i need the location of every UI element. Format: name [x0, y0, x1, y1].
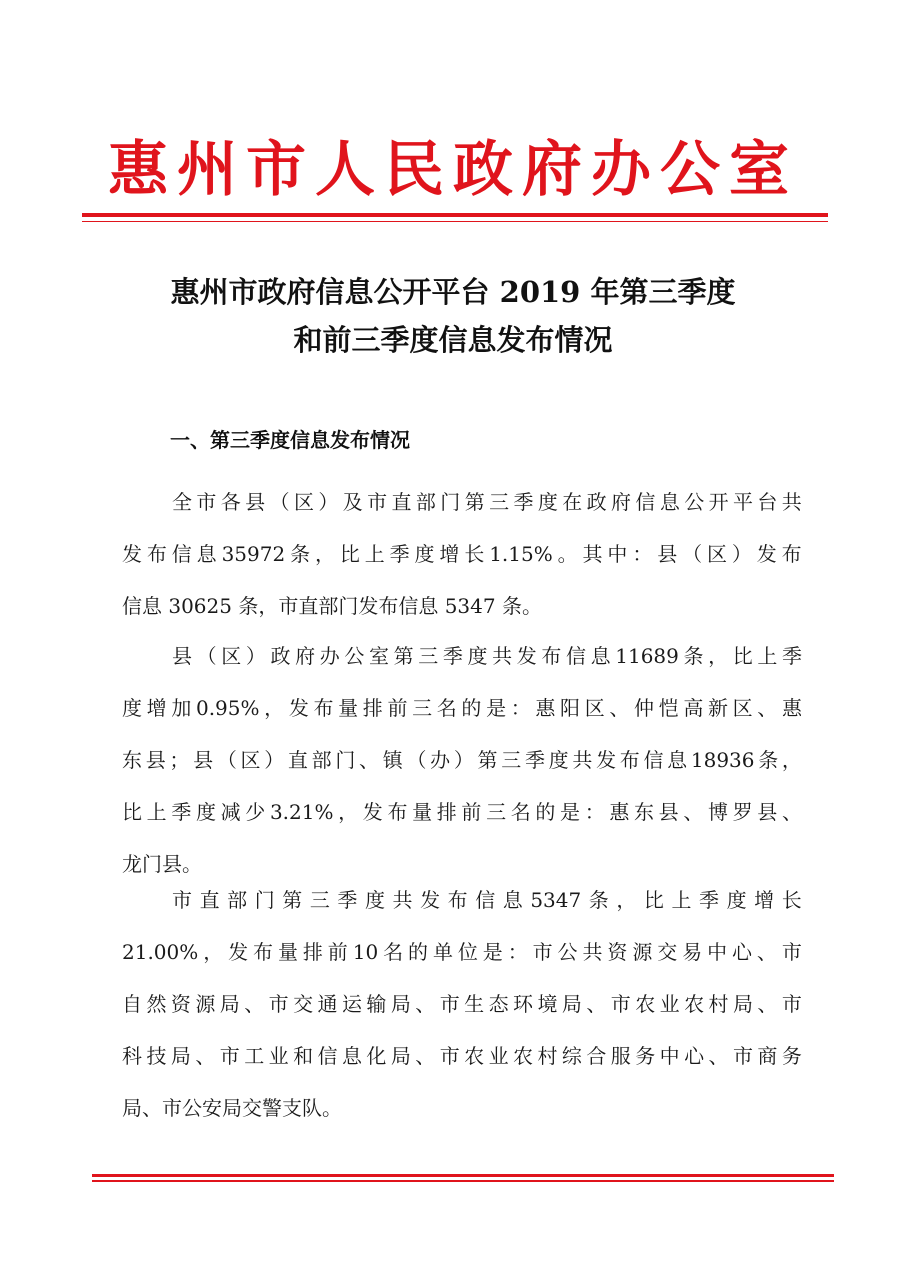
text-glyph: 部: [311, 748, 332, 772]
text-glyph: ）: [264, 748, 285, 772]
text-glyph: 布: [541, 644, 562, 668]
text-glyph: 台: [757, 490, 778, 514]
text-glyph: 市: [732, 1044, 753, 1068]
text-glyph: 市: [172, 888, 192, 912]
text-glyph: 季: [389, 542, 410, 566]
text-glyph: 度: [195, 800, 216, 824]
text-glyph: 东: [634, 800, 655, 824]
text-glyph: 0.95%: [195, 696, 260, 720]
text-glyph: 、: [757, 992, 778, 1016]
text-glyph: 局: [170, 1044, 191, 1068]
text-glyph: 和: [293, 1044, 314, 1068]
paragraph-line: [122, 874, 802, 926]
text-glyph: 三: [486, 800, 507, 824]
text-glyph: 是: [486, 696, 507, 720]
text-glyph: 全: [172, 490, 192, 514]
text-glyph: ，: [203, 940, 224, 964]
text-glyph: 布: [146, 542, 167, 566]
text-glyph: 工: [244, 1044, 265, 1068]
text-glyph: 市: [532, 940, 553, 964]
text-glyph: 市: [268, 992, 289, 1016]
text-glyph: 三: [412, 696, 433, 720]
text-glyph: 输: [366, 992, 387, 1016]
text-glyph: 技: [146, 1044, 167, 1068]
text-glyph: ，: [781, 748, 802, 772]
text-glyph: 布: [781, 542, 802, 566]
text-glyph: 共: [781, 490, 802, 514]
text-glyph: 是: [482, 940, 503, 964]
text-glyph: 村: [537, 1044, 558, 1068]
text-glyph: 三: [501, 748, 522, 772]
text-glyph: 合: [586, 1044, 607, 1068]
paragraph-line: 局、市公安局交警支队。: [122, 1096, 342, 1120]
text-glyph: 布: [447, 888, 468, 912]
text-glyph: ，: [264, 696, 285, 720]
text-glyph: 度: [467, 644, 488, 668]
paragraph-line: [122, 926, 802, 978]
document-title-line-2: 和前三季度信息发布情况: [293, 323, 613, 357]
document-title: [60, 268, 846, 364]
text-glyph: 在: [562, 490, 583, 514]
text-glyph: 三: [418, 644, 439, 668]
text-glyph: ，: [338, 800, 359, 824]
text-glyph: 发: [516, 644, 537, 668]
text-glyph: 、: [586, 992, 607, 1016]
text-glyph: 季: [513, 490, 534, 514]
text-glyph: 源: [632, 940, 653, 964]
text-glyph: 县: [245, 490, 266, 514]
text-glyph: 境: [537, 992, 558, 1016]
text-glyph: 第: [464, 490, 485, 514]
text-glyph: 恺: [658, 696, 679, 720]
text-glyph: 布: [387, 800, 408, 824]
text-glyph: ：: [507, 940, 528, 964]
text-glyph: 发: [596, 748, 617, 772]
text-glyph: 资: [607, 940, 628, 964]
paragraph-line: 龙门县。: [122, 852, 202, 876]
paragraph-3: [122, 874, 802, 1134]
text-glyph: 布: [253, 940, 274, 964]
text-glyph: 排: [436, 800, 457, 824]
text-glyph: 交: [293, 992, 314, 1016]
text-glyph: 罗: [732, 800, 753, 824]
paragraph-line: [122, 476, 802, 528]
footer-rule-thin: [92, 1180, 834, 1182]
text-glyph: 、: [683, 800, 704, 824]
text-glyph: 息: [502, 888, 523, 912]
text-glyph: 局: [390, 1044, 411, 1068]
text-glyph: 35972: [221, 542, 286, 566]
text-glyph: 条: [683, 644, 704, 668]
text-glyph: 量: [277, 940, 298, 964]
text-glyph: 市: [219, 1044, 240, 1068]
text-glyph: ，: [616, 888, 637, 912]
text-glyph: 中: [607, 542, 628, 566]
text-glyph: 第: [282, 888, 303, 912]
text-glyph: 量: [338, 696, 359, 720]
text-glyph: 名: [510, 800, 531, 824]
text-glyph: 信: [317, 1044, 338, 1068]
text-glyph: 、: [359, 748, 380, 772]
text-glyph: 、: [756, 940, 777, 964]
text-glyph: 。: [557, 542, 578, 566]
text-glyph: 门: [440, 490, 461, 514]
text-glyph: 惠: [535, 696, 556, 720]
text-glyph: 度: [364, 888, 385, 912]
text-glyph: 的: [535, 800, 556, 824]
text-glyph: 布: [619, 748, 640, 772]
text-glyph: 共: [582, 940, 603, 964]
text-glyph: 政: [270, 644, 291, 668]
text-glyph: 易: [682, 940, 703, 964]
text-glyph: 季: [782, 644, 802, 668]
text-glyph: 发: [228, 940, 249, 964]
text-glyph: 少: [245, 800, 266, 824]
text-glyph: 生: [464, 992, 485, 1016]
text-glyph: 度: [414, 542, 435, 566]
text-glyph: 季: [442, 644, 463, 668]
text-glyph: 是: [560, 800, 581, 824]
text-glyph: 共: [392, 888, 413, 912]
text-glyph: 发: [420, 888, 441, 912]
text-glyph: 环: [513, 992, 533, 1016]
text-glyph: 前: [327, 940, 348, 964]
footer-rule-thick: [92, 1174, 834, 1177]
text-glyph: 信: [475, 888, 496, 912]
text-glyph: 区: [293, 490, 314, 514]
paragraph-line: [122, 978, 802, 1030]
text-glyph: 区: [240, 748, 261, 772]
text-glyph: 农: [513, 1044, 533, 1068]
text-glyph: 仲: [634, 696, 655, 720]
text-glyph: 县: [658, 800, 679, 824]
text-glyph: 务: [635, 1044, 656, 1068]
text-glyph: 位: [457, 940, 478, 964]
text-glyph: 资: [170, 992, 191, 1016]
text-glyph: 局: [732, 992, 753, 1016]
text-glyph: 信: [643, 748, 664, 772]
text-glyph: 排: [302, 940, 323, 964]
text-glyph: 务: [781, 1044, 802, 1068]
text-glyph: 府: [295, 644, 316, 668]
text-glyph: 各: [220, 490, 241, 514]
text-glyph: ：: [510, 696, 531, 720]
text-glyph: 信: [566, 644, 586, 668]
text-glyph: 县: [193, 748, 214, 772]
text-glyph: 、: [757, 696, 778, 720]
text-glyph: 直: [391, 490, 412, 514]
text-glyph: 农: [684, 992, 705, 1016]
text-glyph: ）: [453, 748, 474, 772]
text-glyph: 服: [610, 1044, 631, 1068]
text-glyph: （: [269, 490, 290, 514]
text-glyph: 部: [415, 490, 436, 514]
text-glyph: 增: [439, 542, 460, 566]
masthead-rule-thin: [82, 221, 828, 222]
text-glyph: 发: [122, 542, 142, 566]
text-glyph: 业: [659, 992, 680, 1016]
text-glyph: 开: [708, 490, 729, 514]
text-glyph: 商: [757, 1044, 778, 1068]
text-glyph: 村: [708, 992, 729, 1016]
text-glyph: 县: [145, 748, 166, 772]
text-glyph: 信: [171, 542, 192, 566]
text-glyph: 增: [146, 696, 167, 720]
text-glyph: ，: [708, 644, 729, 668]
paragraph-line: [122, 528, 802, 580]
text-glyph: ）: [318, 490, 339, 514]
text-glyph: 局: [390, 992, 411, 1016]
text-glyph: 其: [582, 542, 603, 566]
text-glyph: 条: [290, 542, 311, 566]
text-glyph: 市: [196, 490, 217, 514]
text-glyph: ：: [584, 800, 605, 824]
text-glyph: 布: [313, 696, 334, 720]
paragraph-line: [122, 682, 802, 734]
text-glyph: 然: [146, 992, 167, 1016]
text-glyph: 息: [667, 748, 688, 772]
text-glyph: 、: [195, 1044, 216, 1068]
text-glyph: 上: [757, 644, 778, 668]
text-glyph: 、: [781, 800, 802, 824]
text-glyph: 新: [707, 696, 728, 720]
text-glyph: 市: [781, 940, 802, 964]
text-glyph: 18936: [690, 748, 755, 772]
text-glyph: 农: [464, 1044, 485, 1068]
text-glyph: （: [216, 748, 237, 772]
text-glyph: 、: [415, 992, 436, 1016]
text-glyph: 市: [781, 992, 802, 1016]
text-glyph: 区: [221, 644, 242, 668]
paragraph-line: [122, 734, 802, 786]
text-glyph: 的: [461, 696, 482, 720]
text-glyph: 发: [288, 696, 309, 720]
text-glyph: 1.15%: [489, 542, 553, 566]
text-glyph: ，: [314, 542, 335, 566]
text-glyph: 市: [439, 1044, 460, 1068]
text-glyph: 减: [220, 800, 241, 824]
text-glyph: 运: [341, 992, 362, 1016]
text-glyph: 中: [707, 940, 728, 964]
text-glyph: 办: [430, 748, 451, 772]
text-glyph: ）: [245, 644, 266, 668]
text-glyph: 季: [699, 888, 720, 912]
text-glyph: 市: [367, 490, 388, 514]
text-glyph: 上: [146, 800, 167, 824]
text-glyph: 、: [244, 992, 265, 1016]
text-glyph: 季: [524, 748, 545, 772]
text-glyph: 市: [610, 992, 631, 1016]
text-glyph: 上: [671, 888, 692, 912]
text-glyph: 共: [572, 748, 593, 772]
masthead-title: 惠州市人民政府办公室: [108, 135, 798, 205]
text-glyph: 息: [590, 644, 611, 668]
text-glyph: 部: [227, 888, 248, 912]
text-glyph: 名: [436, 696, 457, 720]
text-glyph: 区: [706, 542, 727, 566]
paragraph-line: 信息 30625 条，市直部门发布信息 5347 条。: [122, 594, 542, 618]
text-glyph: 心: [684, 1044, 705, 1068]
text-glyph: 第: [477, 748, 498, 772]
text-glyph: 县: [657, 542, 678, 566]
text-glyph: 发: [756, 542, 777, 566]
text-glyph: 信: [635, 490, 656, 514]
paragraph-line: [122, 786, 802, 838]
masthead-rule-thick: [82, 213, 828, 217]
text-glyph: 政: [586, 490, 607, 514]
text-glyph: 长: [464, 542, 485, 566]
paragraph-line: [122, 630, 802, 682]
text-glyph: 公: [344, 644, 365, 668]
text-glyph: 直: [287, 748, 308, 772]
text-glyph: 的: [408, 940, 429, 964]
text-glyph: 区: [732, 696, 753, 720]
text-glyph: ；: [169, 748, 190, 772]
text-glyph: 比: [339, 542, 360, 566]
text-glyph: 公: [557, 940, 578, 964]
text-glyph: 比: [732, 644, 753, 668]
text-glyph: 惠: [609, 800, 630, 824]
paragraph-1: [122, 476, 802, 632]
text-glyph: 加: [171, 696, 192, 720]
text-glyph: 比: [122, 800, 142, 824]
text-glyph: 高: [683, 696, 704, 720]
text-glyph: 长: [781, 888, 802, 912]
text-glyph: 农: [635, 992, 656, 1016]
text-glyph: 市: [439, 992, 460, 1016]
text-glyph: 前: [387, 696, 408, 720]
text-glyph: 5347: [530, 888, 582, 912]
text-glyph: 条: [588, 888, 609, 912]
text-glyph: 心: [732, 940, 752, 964]
text-glyph: 门: [254, 888, 275, 912]
text-glyph: 公: [684, 490, 705, 514]
text-glyph: 3.21%: [269, 800, 334, 824]
text-glyph: 季: [171, 800, 192, 824]
text-glyph: （: [406, 748, 427, 772]
document-title-line-1: 惠州市政府信息公开平台 2019 年第三季度: [170, 275, 736, 309]
text-glyph: 局: [219, 992, 240, 1016]
text-glyph: 化: [366, 1044, 387, 1068]
text-glyph: 10: [352, 940, 379, 964]
text-glyph: 阳: [560, 696, 581, 720]
text-glyph: 惠: [781, 696, 802, 720]
text-glyph: 排: [362, 696, 383, 720]
text-glyph: 度: [537, 490, 558, 514]
text-glyph: （: [196, 644, 217, 668]
text-glyph: 局: [561, 992, 582, 1016]
text-glyph: 室: [369, 644, 389, 668]
text-glyph: 息: [341, 1044, 362, 1068]
section-heading: 一、第三季度信息发布情况: [170, 428, 410, 452]
text-glyph: 11689: [615, 644, 679, 668]
text-glyph: 业: [268, 1044, 289, 1068]
paragraph-2: [122, 630, 802, 890]
text-glyph: 单: [432, 940, 453, 964]
text-glyph: 、: [708, 1044, 729, 1068]
text-glyph: 博: [707, 800, 728, 824]
text-glyph: 态: [488, 992, 509, 1016]
text-glyph: 中: [659, 1044, 680, 1068]
text-glyph: 综: [561, 1044, 582, 1068]
text-glyph: 条: [758, 748, 779, 772]
paragraph-line: [122, 1030, 802, 1082]
text-glyph: 直: [199, 888, 220, 912]
text-glyph: 交: [657, 940, 678, 964]
text-glyph: 息: [659, 490, 680, 514]
text-glyph: 源: [195, 992, 216, 1016]
text-glyph: 季: [337, 888, 358, 912]
text-glyph: 办: [319, 644, 340, 668]
text-glyph: 度: [122, 696, 142, 720]
text-glyph: 共: [492, 644, 513, 668]
text-glyph: 自: [122, 992, 142, 1016]
text-glyph: 发: [362, 800, 383, 824]
text-glyph: 21.00%: [122, 940, 199, 964]
text-glyph: 镇: [382, 748, 403, 772]
text-glyph: 三: [309, 888, 330, 912]
text-glyph: 县: [757, 800, 778, 824]
text-glyph: 前: [461, 800, 482, 824]
text-glyph: 及: [342, 490, 363, 514]
text-glyph: ：: [632, 542, 653, 566]
text-glyph: 上: [364, 542, 385, 566]
text-glyph: 三: [489, 490, 510, 514]
text-glyph: 息: [196, 542, 217, 566]
text-glyph: 度: [548, 748, 569, 772]
text-glyph: 平: [732, 490, 753, 514]
text-glyph: 通: [317, 992, 338, 1016]
text-glyph: 比: [643, 888, 664, 912]
text-glyph: 门: [335, 748, 356, 772]
text-glyph: 科: [122, 1044, 142, 1068]
text-glyph: 增: [754, 888, 775, 912]
text-glyph: 、: [609, 696, 630, 720]
text-glyph: 第: [393, 644, 414, 668]
text-glyph: 县: [172, 644, 192, 668]
text-glyph: 量: [412, 800, 433, 824]
text-glyph: 府: [611, 490, 632, 514]
text-glyph: 东: [122, 748, 142, 772]
text-glyph: （: [682, 542, 703, 566]
text-glyph: 名: [383, 940, 404, 964]
text-glyph: 业: [488, 1044, 509, 1068]
text-glyph: 度: [726, 888, 747, 912]
text-glyph: 区: [584, 696, 605, 720]
text-glyph: 、: [415, 1044, 436, 1068]
text-glyph: ）: [731, 542, 752, 566]
